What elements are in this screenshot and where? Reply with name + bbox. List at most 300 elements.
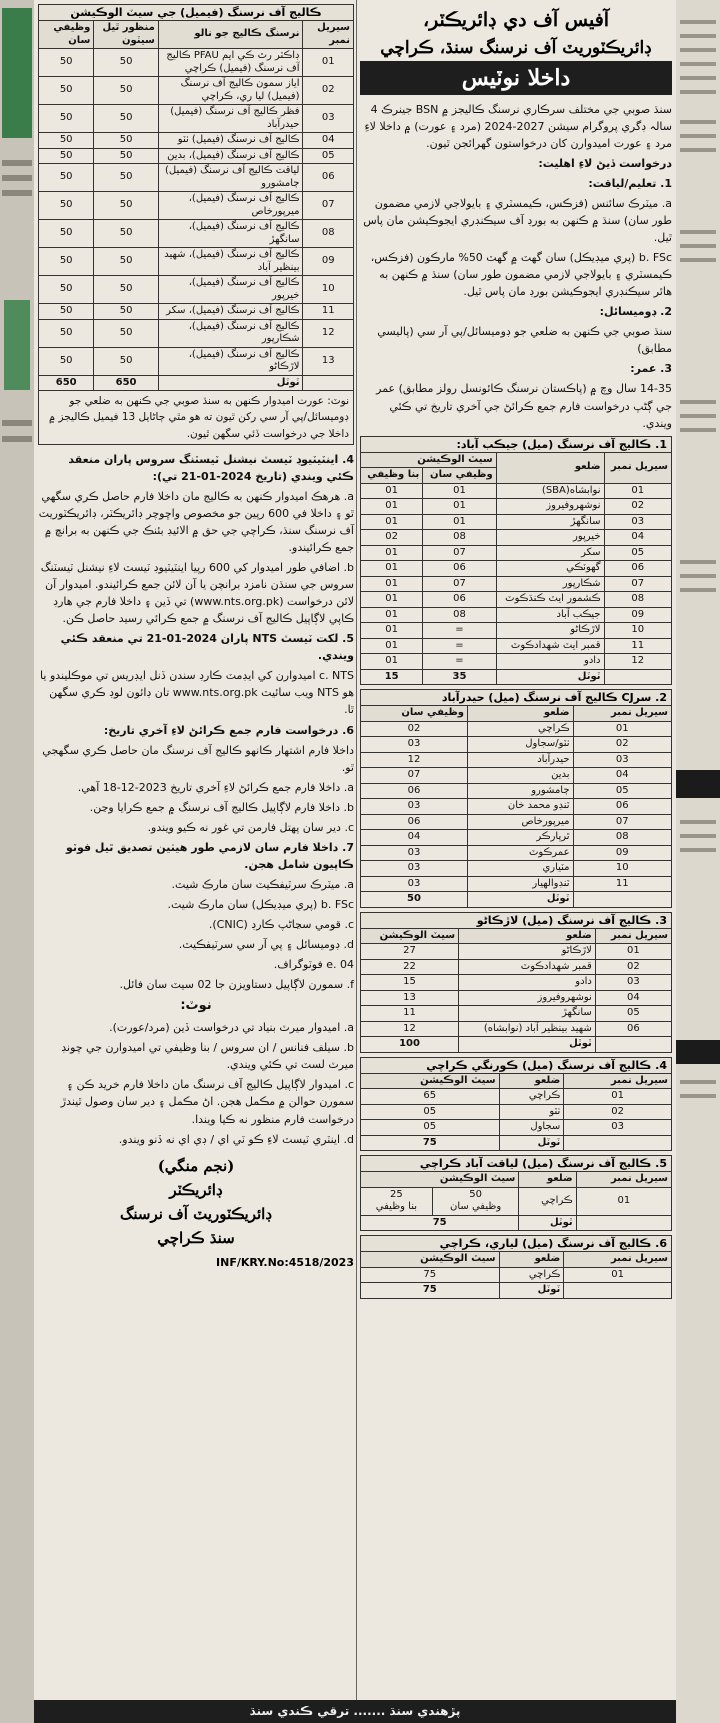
table-cell: 04 [604, 530, 672, 546]
table-cell: 02 [361, 530, 423, 546]
table-cell: 01 [361, 483, 423, 499]
table-cell: ڪشمور ايٽ ڪنڌڪوٽ [496, 592, 604, 608]
table-cell: 50 [94, 319, 158, 347]
table-female-colleges [38, 4, 354, 445]
table-cell: 50 [361, 892, 468, 908]
table-total-row [361, 1135, 672, 1151]
table-cell: 50 [39, 105, 94, 133]
table-title: 4. ڪاليج آف نرسنگ (ميل) ڪورنگي ڪراچي [360, 1057, 672, 1073]
table-row [361, 1267, 672, 1283]
col-serial: سيريل نمبر [604, 452, 672, 483]
table-cell: فظر ڪاليج آف نرسنگ (فيميل) حيدرآباد [158, 105, 303, 133]
table-cell: 65 [361, 1089, 500, 1105]
col-district: ضلعو [459, 928, 596, 944]
signatory-title: ڊائريڪٽر [169, 1180, 223, 1199]
table-cell: 50 [39, 133, 94, 149]
col-serial: سيريل نمبر [595, 928, 671, 944]
table-cell: ڪاليج آف نرسنگ (فيميل)، لاڙڪاڻو [158, 347, 303, 375]
notice-page [34, 0, 676, 1723]
table-cell: 03 [361, 861, 468, 877]
table-cell: ڪاليج آف نرسنگ (فيميل)، شهيد بينظير آباد [158, 248, 303, 276]
table-cell: 11 [361, 1006, 459, 1022]
table-row [361, 638, 672, 654]
table-cell: 50 [94, 248, 158, 276]
adjacent-text-fragment [2, 175, 32, 181]
note-c: c. اميدوار لاڳاپيل ڪاليج آف نرسنگ مان داخلا فارم خريد ڪن ۽ سمورن حوالن ۾ مڪمل هجن. اڻ مڪمل ۽ دير سان وصول ٿيندڙ درخواست فارم منظور نه ڪيا ويندا. [60, 1078, 354, 1126]
table-cell: ڪاليج آف نرسنگ (فيميل)، سانگهڙ [158, 220, 303, 248]
table-row [361, 959, 672, 975]
table-cell: 09 [303, 248, 354, 276]
col-without-stipend: بنا وظيفي [361, 468, 423, 484]
table-cell: 06 [303, 164, 354, 192]
table-cell: نوابشاه(SBA) [496, 483, 604, 499]
table-cell: 01 [361, 607, 423, 623]
adjacent-text-fragment [2, 190, 32, 196]
table-cell [303, 375, 354, 391]
col-serial: سيريل نمبر [564, 1073, 672, 1089]
signature-block [38, 1154, 354, 1250]
table-cell: ٺٽو [499, 1104, 564, 1120]
table-cell: 02 [573, 737, 671, 753]
table-cell: 07 [361, 768, 468, 784]
table-cell: لياقت ڪاليج آف نرسنگ (فيميل) ڄامشورو [158, 164, 303, 192]
table-row [39, 276, 354, 304]
table-cell: 01 [604, 483, 672, 499]
table-total-row [361, 1037, 672, 1053]
table-row [39, 49, 354, 77]
table-cell: 03 [303, 105, 354, 133]
section-6-intro: داخلا فارم اشتهار ڪانهو ڪاليج آف نرسنگ مان حاصل ڪري سگهجي ٿو. [42, 743, 354, 774]
table-cell: 50 [39, 192, 94, 220]
table-title: 3. ڪاليج آف نرسنگ (ميل) لاڙڪاڻو [360, 912, 672, 928]
signatory-location: سنڌ ڪراچي [157, 1228, 235, 1247]
section-6a: a. داخلا فارم جمع ڪرائڻ لاءِ آخري تاريخ 2023-12-18 آهي. [77, 780, 354, 794]
section-7d: d. ڊوميسائل ۽ پي آر سي سرٽيفڪيٽ. [178, 938, 354, 952]
col-serial: سيريل نمبر [303, 21, 354, 49]
table-cell: ڪراچي [519, 1187, 576, 1215]
col-district: ضلعو [496, 452, 604, 483]
eligibility-title: درخواست ڏيڻ لاءِ اهليت: [538, 156, 672, 170]
table-cell: 50 [39, 347, 94, 375]
office-title: آفيس آف دي ڊائريڪٽر، [422, 9, 610, 31]
table-row [361, 530, 672, 546]
table-cell: حيدرآباد [468, 752, 574, 768]
table-cell: 02 [564, 1104, 672, 1120]
table-cell [595, 1037, 671, 1053]
table-cell: ٽوٽل [158, 375, 303, 391]
table-row [361, 814, 672, 830]
table-cell: 08 [423, 530, 496, 546]
table-cell: 03 [361, 737, 468, 753]
table-cell: 01 [361, 654, 423, 670]
table-row [361, 576, 672, 592]
table-cell: 08 [423, 607, 496, 623]
table-cell: 09 [573, 845, 671, 861]
col-with-stipend: وظيفي سان [39, 21, 94, 49]
table-cell: ڄامشورو [468, 783, 574, 799]
table-row [39, 164, 354, 192]
col-district: ضلعو [499, 1073, 564, 1089]
table-row [39, 133, 354, 149]
table-cell: 02 [361, 721, 468, 737]
section-6: 6. درخواست فارم جمع ڪرائڻ لاءِ آخري تاريخ: [103, 723, 354, 737]
col-seat-allocation: سيٽ الوڪيشن [361, 1252, 500, 1268]
domicile-title: 2. ڊوميسائل: [599, 305, 672, 319]
without-stipend-label: بنا وظيفي [375, 1201, 418, 1213]
table-cell: نوشهروفيروز [459, 990, 596, 1006]
table-total-row [361, 1215, 672, 1231]
table-row [361, 483, 672, 499]
table-cell: 03 [573, 752, 671, 768]
table-cell: 650 [39, 375, 94, 391]
table-title: ڪاليج آف نرسنگ (فيميل) جي سيٽ الوڪيشن [38, 4, 354, 20]
domicile-text: سنڌ صوبي جي ڪنهن به ضلعي جو ڊوميسائل/پي آر سي (پاليسي مطابق) [377, 325, 672, 356]
adjacent-page-left [0, 0, 34, 1723]
table-cell: 01 [361, 592, 423, 608]
table-cell: اياز سمون ڪاليج آف نرسنگ (فيميل) ليا ري، ڪراچي [158, 77, 303, 105]
admission-notice-banner: داخلا نوٽيس [360, 61, 672, 95]
table-cell: ٽوٽل [519, 1215, 576, 1231]
section-6b: b. داخلا فارم لاڳاپيل ڪاليج آف نرسنگ ۾ جمع ڪرايا وڃن. [89, 800, 354, 814]
table-cell: 50 [39, 148, 94, 164]
footer-slogan: پڙهندي سنڌ ....... ترقي ڪندي سنڌ [34, 1700, 676, 1723]
table-larkana [360, 912, 672, 1053]
table-cell: 02 [595, 959, 671, 975]
table-row [361, 768, 672, 784]
table-cell: 06 [595, 1021, 671, 1037]
table-cell: 01 [423, 483, 496, 499]
table-cell: 01 [361, 514, 423, 530]
table-cell: 50 [94, 133, 158, 149]
table-cell: = [423, 654, 496, 670]
section-7f: f. سمورن لاڳاپيل دستاويزن جا 02 سيٽ سان فائل. [119, 978, 354, 992]
table-cell: 50 [94, 105, 158, 133]
column-divider [356, 0, 357, 1700]
col-district: ضلعو [468, 706, 574, 722]
table-cell: دادو [459, 975, 596, 991]
eligibility-b: b. FSc (پري ميڊيڪل) سان گهٽ ۾ گهٽ 50% مارڪون (فزڪس، ڪيمسٽري ۽ بايولاجي لازمي مضمون طور سان) سنڌ ۾ ڪنهن به هائر سيڪنڊري ايجوڪيشن بورڊ مان پاس ٿيل. [370, 251, 672, 299]
table-cell: ڪاليج آف نرسنگ (فيميل)، شڪارپور [158, 319, 303, 347]
col-serial: سيريل نمبر [573, 706, 671, 722]
table-cell: 04 [573, 768, 671, 784]
table-cell: 01 [564, 1267, 672, 1283]
table-row [361, 654, 672, 670]
table-cell [604, 669, 672, 685]
table-cell: 27 [361, 944, 459, 960]
table-cell: 04 [303, 133, 354, 149]
col-college-name: نرسنگ ڪاليج جو نالو [158, 21, 303, 49]
table-row [361, 607, 672, 623]
table-cell: ڪراچي [499, 1089, 564, 1105]
table-cell: 06 [573, 799, 671, 815]
table-cell: 50 [39, 319, 94, 347]
table-cell: 01 [361, 638, 423, 654]
table-cell: ٽوٽل [496, 669, 604, 685]
without-stipend-value: 25 [390, 1188, 403, 1200]
table-cell: 02 [604, 499, 672, 515]
table-cell: 01 [423, 514, 496, 530]
table-cell: ٽوٽل [499, 1283, 564, 1299]
table-cell: سجاول [499, 1120, 564, 1136]
table-row [361, 721, 672, 737]
table-row [361, 1120, 672, 1136]
table-row [39, 319, 354, 347]
table-cell: 03 [564, 1120, 672, 1136]
table-cell: 05 [303, 148, 354, 164]
table-row [361, 1006, 672, 1022]
table-row [361, 830, 672, 846]
table-cell: قمبر ايٽ شهدادڪوٽ [496, 638, 604, 654]
table-row [39, 347, 354, 375]
section-7e: e. 04 فوٽوگراف. [273, 958, 354, 972]
table-cell: 05 [361, 1104, 500, 1120]
table-cell: 06 [423, 561, 496, 577]
section-6c: c. دير سان پهتل فارمن تي غور نه ڪيو ويندو. [147, 820, 354, 834]
table-cell: عمرڪوٽ [468, 845, 574, 861]
table-cell: ڪاليج آف نرسنگ (فيميل)، ميرپورخاص [158, 192, 303, 220]
table-cell: 12 [303, 319, 354, 347]
table-cell: 03 [361, 799, 468, 815]
table-cell: 08 [604, 592, 672, 608]
table-cell: 05 [573, 783, 671, 799]
table-cell: 50 [39, 220, 94, 248]
table-cell [432, 1187, 519, 1215]
table-cell: 75 [361, 1215, 519, 1231]
table-cell: خيرپور [496, 530, 604, 546]
table-cell: ٽوٽل [459, 1037, 596, 1053]
table-cell: 08 [303, 220, 354, 248]
table-cell: 02 [303, 77, 354, 105]
table-cell: 12 [361, 1021, 459, 1037]
table-cell: 75 [361, 1267, 500, 1283]
table-cell: 50 [39, 77, 94, 105]
table-cell: جيڪب آباد [496, 607, 604, 623]
notice-right-column [360, 4, 672, 1694]
table-cell: 13 [303, 347, 354, 375]
table-cell: 11 [573, 876, 671, 892]
table-cell: 01 [361, 576, 423, 592]
table-cell: 05 [361, 1120, 500, 1136]
table-row [361, 861, 672, 877]
note-b: b. سيلف فنانس / ان سروس / بنا وظيفي تي اميدوارن جي چونڊ ميرٽ لسٽ تي ڪئي ويندي. [61, 1041, 354, 1072]
table-hyderabad [360, 689, 672, 908]
table-row [361, 623, 672, 639]
table-row [39, 77, 354, 105]
col-seat-allocation: سيٽ الوڪيشن [361, 928, 459, 944]
section-7a: a. ميٽرڪ سرٽيفڪيٽ سان مارڪ شيٽ. [171, 877, 354, 891]
table-title: 5. ڪاليج آف نرسنگ (ميل) لياقت آباد ڪراچي [360, 1155, 672, 1171]
table-cell: ڪاليج آف نرسنگ (فيميل)، بدين [158, 148, 303, 164]
table-cell: ڪراچي [468, 721, 574, 737]
table-row [361, 944, 672, 960]
table-cell: 01 [573, 721, 671, 737]
table-row [361, 737, 672, 753]
table-row [361, 799, 672, 815]
table-cell: 50 [94, 148, 158, 164]
table-row [39, 248, 354, 276]
col-district: ضلعو [519, 1172, 576, 1188]
table-title: 1. ڪاليج آف نرسنگ (ميل) جيڪب آباد: [360, 436, 672, 452]
notes-title: نوٽ: [180, 998, 212, 1014]
col-serial: سيريل نمبر [564, 1252, 672, 1268]
col-seat-allocation: سيٽ الوڪيشن [361, 452, 497, 468]
table-row [39, 105, 354, 133]
table-cell: 10 [573, 861, 671, 877]
section-7b: b. FSc (پري ميڊيڪل) سان مارڪ شيٽ. [167, 897, 354, 911]
table-cell: شڪارپور [496, 576, 604, 592]
table-cell [361, 1187, 433, 1215]
table-cell: 75 [361, 1283, 500, 1299]
adjacent-text-fragment [2, 160, 32, 166]
table-cell [564, 1135, 672, 1151]
section-5c: c. NTS اميدوارن کي ايڊمٽ ڪارڊ سندن ڏنل ايڊريس تي موڪليندو يا هو NTS ويب سائيٽ www.nts.org.pk تان ڊائون لوڊ ڪري سگهن ٿا. [40, 669, 354, 717]
table-cell: بدين [468, 768, 574, 784]
table-cell: ٺٽو/سجاول [468, 737, 574, 753]
table-title: 2. سرCJ ڪاليج آف نرسنگ (ميل) حيدرآباد [360, 689, 672, 705]
section-4b: b. اضافي طور اميدوار کي 600 رپيا اينٽيٽيوڊ ٽيسٽ لاءِ نيشنل ٽيسٽنگ سروس جي سنڌن نامزد برانچن يا آن لائن جمع ڪرائيندو. اميدوار آن لائن درخواست (www.nts.org.pk) تي ڏين ۽ داخلا فارم جي هارڊ ڪاپي لاڳاپيل ڪاليج آف نرسنگ ۾ جمع ڪرائي رسيد حاصل ڪن. [40, 561, 354, 626]
table-liaquatabad [360, 1155, 672, 1231]
table-cell: 07 [573, 814, 671, 830]
section-7: 7. داخلا فارم سان لازمي طور هيٺين تصديق ٿيل فوٽو ڪاپيون شامل هجن. [65, 840, 354, 871]
table-cell: سانگهڙ [459, 1006, 596, 1022]
adjacent-text-fragment [2, 436, 32, 442]
table-cell: 04 [361, 830, 468, 846]
table-cell: 09 [604, 607, 672, 623]
table-cell: ڪاليج آف نرسنگ (فيميل)، سکر [158, 304, 303, 320]
table-cell: 75 [361, 1135, 500, 1151]
table-cell: 01 [564, 1089, 672, 1105]
table-cell: شهيد بينظير آباد (نوابشاه) [459, 1021, 596, 1037]
table-row [361, 1021, 672, 1037]
table-cell: 35 [423, 669, 496, 685]
table-row [361, 752, 672, 768]
table-cell: 01 [576, 1187, 671, 1215]
reference-number: INF/KRY.No:4518/2023 [216, 1255, 354, 1269]
table-row [39, 148, 354, 164]
table-cell: 06 [604, 561, 672, 577]
table-cell: 03 [604, 514, 672, 530]
table-row [361, 1104, 672, 1120]
table-row [361, 990, 672, 1006]
table-cell: نوشهروفيروز [496, 499, 604, 515]
table-cell: 05 [595, 1006, 671, 1022]
table-cell: = [423, 638, 496, 654]
table-cell: 01 [361, 623, 423, 639]
table-cell: سکر [496, 545, 604, 561]
table-cell: 01 [361, 561, 423, 577]
table-cell: 12 [604, 654, 672, 670]
table-cell: ٽنڊوالهيار [468, 876, 574, 892]
table-row [361, 845, 672, 861]
table-title: 6. ڪاليج آف نرسنگ (ميل) لياري، ڪراچي [360, 1235, 672, 1251]
adjacent-ad-graphic-2 [4, 300, 30, 390]
with-stipend-label: وظيفي سان [450, 1201, 502, 1213]
table-total-row [361, 892, 672, 908]
table-total-row [39, 375, 354, 391]
eligibility-a: a. ميٽرڪ سائنس (فزڪس، ڪيمسٽري ۽ بايولاجي لازمي مضمون طور سان) سنڌ ۾ ڪنهن به بورڊ آف سيڪنڊري ايجوڪيشن مان پاس ٿيل. [363, 197, 672, 245]
age-title: 3. عمر: [630, 362, 672, 376]
table-cell: ڊاڪٽر رٿ ڪي ايم PFAU ڪاليج آف نرسنگ (فيميل) ڪراچي [158, 49, 303, 77]
table-cell: 50 [39, 304, 94, 320]
section-5: 5. لکت ٽيسٽ NTS پاران 2024-01-21 تي منعقد ڪئي ويندي. [60, 632, 354, 663]
table-cell: = [423, 623, 496, 639]
table-cell: 10 [604, 623, 672, 639]
table-cell: 03 [361, 876, 468, 892]
table-cell: 650 [94, 375, 158, 391]
table-cell: 07 [423, 545, 496, 561]
table-cell: 50 [94, 77, 158, 105]
table-cell: 07 [604, 576, 672, 592]
table-cell: 01 [423, 499, 496, 515]
table-row [39, 192, 354, 220]
col-approved-seats: منظور ٿيل سيٽون [94, 21, 158, 49]
col-serial: سيريل نمبر [576, 1172, 671, 1188]
table-cell: ٽنڊو محمد خان [468, 799, 574, 815]
table-cell: دادو [496, 654, 604, 670]
table-cell: 04 [595, 990, 671, 1006]
education-title: 1. تعليم/لياقت: [588, 176, 672, 190]
table-cell: 01 [595, 944, 671, 960]
table-row [39, 220, 354, 248]
table-cell: 06 [423, 592, 496, 608]
table-cell: 12 [361, 752, 468, 768]
table-row [361, 876, 672, 892]
table-row [361, 592, 672, 608]
section-7c: c. قومي سڃاڻپ ڪارڊ (CNIC). [208, 917, 354, 931]
table-cell: 13 [361, 990, 459, 1006]
table-cell: 11 [604, 638, 672, 654]
table-cell: 50 [94, 276, 158, 304]
table-cell: 50 [94, 164, 158, 192]
directorate-title: ڊائريڪٽوريٽ آف نرسنگ سنڌ، ڪراچي [380, 37, 652, 58]
table-cell: 50 [94, 220, 158, 248]
table-cell: 15 [361, 669, 423, 685]
table-cell: 50 [94, 49, 158, 77]
table-cell: لاڙڪاڻو [496, 623, 604, 639]
table-cell: 15 [361, 975, 459, 991]
table-cell: 08 [573, 830, 671, 846]
table-cell: گهوٽڪي [496, 561, 604, 577]
table-cell [573, 892, 671, 908]
table-cell: 50 [39, 49, 94, 77]
table-row [361, 1187, 672, 1215]
col-seat-allocation: سيٽ الوڪيشن [361, 1073, 500, 1089]
table-cell: ٿرپارڪر [468, 830, 574, 846]
notice-left-column [38, 4, 354, 1694]
table-cell [564, 1283, 672, 1299]
table-cell: 100 [361, 1037, 459, 1053]
table-cell [576, 1215, 671, 1231]
table-jacobabad [360, 436, 672, 686]
adjacent-page-right [676, 0, 720, 1723]
table-cell: 03 [361, 845, 468, 861]
table-total-row [361, 1283, 672, 1299]
with-stipend-value: 50 [469, 1188, 482, 1200]
table-cell: ميرپورخاص [468, 814, 574, 830]
adjacent-text-fragment [2, 420, 32, 426]
signatory-name: (نجم منگي) [157, 1156, 235, 1175]
table-row [361, 514, 672, 530]
table-cell: 05 [604, 545, 672, 561]
table-cell: ٽوٽل [499, 1135, 564, 1151]
table-cell: مٽياري [468, 861, 574, 877]
table-cell: 50 [39, 164, 94, 192]
note-d: d. اينٽري ٽيسٽ لاءِ ڪو ٽي اي / ڊي اي نه ڏنو ويندو. [118, 1132, 354, 1146]
section-4a: a. هرهڪ اميدوار ڪنهن به ڪاليج مان داخلا فارم حاصل ڪري سگهي ٿو ۽ داخلا في 600 رپين جو مخصوص واڇوچر ڊائريڪٽر، ڊائريڪٽوريٽ آف نرسنگ سنڌ، ڪراچي جي حق ۾ الائيڊ بئنڪ جي ڪنهن به برانچ ۾ جمع ڪرائيندو. [38, 489, 354, 555]
table-cell: سانگهڙ [496, 514, 604, 530]
table-cell: 01 [303, 49, 354, 77]
table-cell: ڪاليج آف نرسنگ (فيميل)، خيرپور [158, 276, 303, 304]
